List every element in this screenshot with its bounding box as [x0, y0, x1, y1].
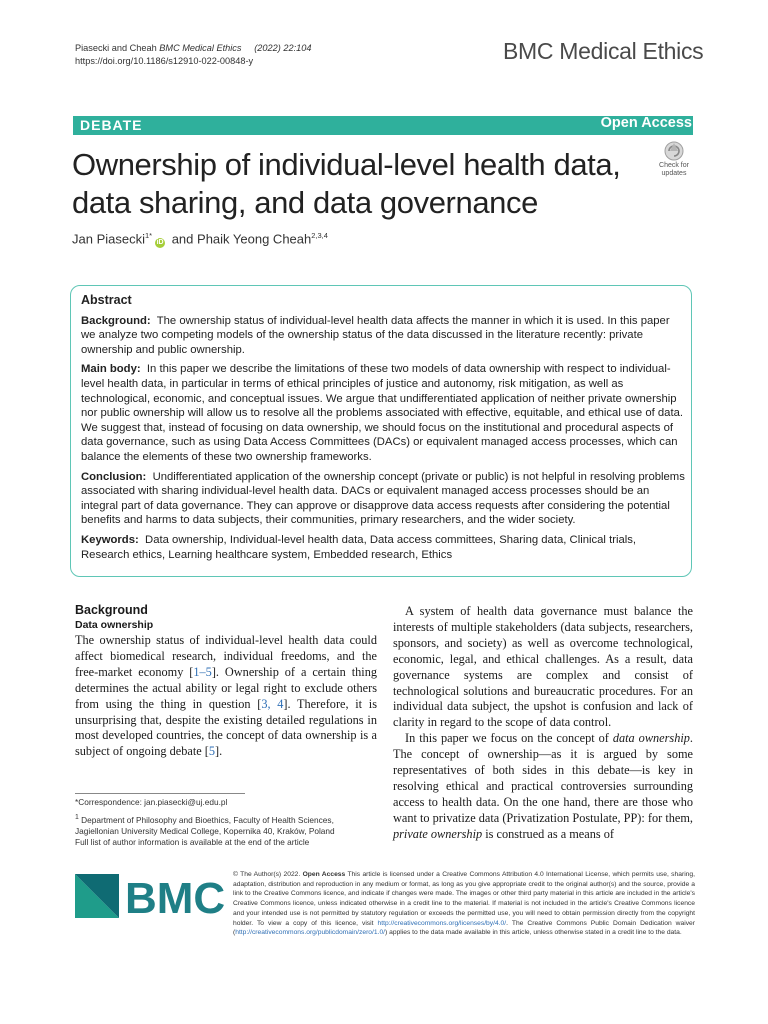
- abstract-main-text: In this paper we describe the limitations of these two models of data ownership with respect to individual-level health data, in particular in terms of ethical principles of justice and autonomy, risk mitigation, as well as technological, economic, and conceptual issues. We argue that undifferentiated application of neither private ownership nor public ownership will allow us to resolve all the problems associated with effective, equitable, and ethical use of data. We suggest that, instead of focusing on data ownership, we should focus on the institutional and procedural aspects of data governance, such as using Data Access Committees (DACs) or equivalent managed access processes, which can balance the elements of these two ownership frameworks.: [81, 363, 684, 463]
- body-paragraph: [393, 731, 693, 842]
- abstract-keywords: [81, 533, 687, 562]
- citation-link[interactable]: 1–5: [193, 664, 212, 679]
- license-copyright: © The Author(s) 2022.: [233, 871, 303, 878]
- article-type-label: DEBATE: [80, 117, 143, 133]
- author-2-affil: 2,3,4: [311, 231, 328, 240]
- author-line: [72, 231, 328, 248]
- body-text: is construed as a means of: [482, 826, 614, 841]
- body-left-column: [75, 603, 377, 760]
- license-body: This article is licensed under a Creative Commons Attribution 4.0 International License, which permits use, sharing, adaptation, distribution and reproduction in any medium or format, as long as you give appropriate credit to the original author(s) and the source, provide a link to the Creative Commons licence, and indicate if changes were made. The images or other third party material in this article are included in the article's Creative Commons licence, unless indicated otherwise in a credit line to the material. If material is not included in the article's Creative Commons licence and your intended use is not permitted by statutory regulation or exceeds the permitted use, you will need to obtain permission directly from the copyright holder. To view a copy of this licence, visit: [233, 871, 695, 927]
- license-open-access: Open Access: [302, 871, 346, 878]
- abstract-conclusion: [81, 470, 687, 528]
- license-body: ) applies to the data made available in this article, unless otherwise stated in a credit line to the data.: [385, 929, 682, 937]
- footnotes: [75, 797, 375, 852]
- affiliation-text: Department of Philosophy and Bioethics, Faculty of Health Sciences, Jagiellonian University Medical College, Kopernika 40, Kraków, Poland: [75, 814, 335, 836]
- open-access-label: Open Access: [600, 115, 692, 131]
- header-doi[interactable]: https://doi.org/10.1186/s12910-022-00848-y: [75, 56, 254, 66]
- keywords-label: Keywords:: [81, 533, 139, 546]
- section-heading: Background: [75, 603, 148, 617]
- author-and: and: [171, 231, 194, 247]
- body-right-column: [393, 604, 693, 843]
- body-text: ]. Ownership of a certain thing determines the actual ability or legal right to exclude others from using the thing in question [: [75, 664, 377, 711]
- abstract-heading: Abstract: [81, 293, 132, 307]
- abstract-main-body: [81, 362, 687, 464]
- full-author-info-note: Full list of author information is available at the end of the article: [75, 836, 310, 847]
- abstract: [81, 293, 687, 567]
- affiliation: [75, 812, 375, 848]
- article-title: Ownership of individual-level health data, data sharing, and data governance: [72, 147, 621, 220]
- citation-link[interactable]: 5: [208, 744, 216, 759]
- orcid-icon[interactable]: iD: [156, 239, 164, 247]
- body-text: ]. Therefore, it is unsurprising that, despite the existing detailed regulations in most developed countries, the concept of data ownership is a subject of ongoing debate [: [75, 696, 377, 759]
- body-paragraph: A system of health data governance must balance the interests of multiple stakeholders (data subjects, researchers, sponsors, and society) as well as overcome technological, economic, legal, and ethical challenges. As a result, data governance systems are complex and consist of technological solutions and bureaucratic procedures. For an individual data subject, the upshot is confusion and lack of clarity in regard to the scope of data control.: [393, 604, 693, 730]
- abstract-main-label: Main body:: [81, 363, 141, 376]
- author-2[interactable]: Phaik Yeong Cheah: [197, 231, 312, 247]
- logo-text: BMC: [125, 874, 226, 923]
- affiliation-number: 1: [75, 814, 79, 821]
- body-paragraph: [75, 633, 377, 760]
- body-text: In this paper we focus on the concept of: [405, 731, 613, 746]
- abstract-background-text: The ownership status of individual-level health data affects the manner in which it is used. In this paper we analyze two competing models of the ownership status of the data discussed in the literature recently: private ownership and public ownership.: [81, 314, 670, 356]
- citation-link[interactable]: 3, 4: [261, 696, 284, 711]
- abstract-background: [81, 314, 687, 358]
- author-1[interactable]: Jan Piasecki: [72, 231, 145, 247]
- body-text: The ownership status of individual-level health data could affect biomedical research, individual freedoms, and the free-market economy [: [75, 633, 377, 679]
- running-header: [75, 42, 311, 68]
- check-for-updates-label[interactable]: Check for updates: [659, 162, 689, 177]
- header-journal: BMC Medical Ethics: [159, 43, 242, 53]
- abstract-background-label: Background:: [81, 314, 151, 327]
- license-body: . The Creative Commons Public Domain Dedication waiver (: [233, 919, 696, 937]
- footnote-rule: [75, 793, 245, 794]
- abstract-conclusion-text: Undifferentiated application of the ownership concept (private or public) is not helpful in resolving problems associated with sharing individual-level health data. DACs or equivalent managed access processes should be an integral part of data governance. They can approve or disapprove data access requests after considering the potential benefits and harms to data subjects, their communities, primary researchers, and the wider society.: [81, 470, 685, 527]
- journal-name: BMC Medical Ethics: [503, 38, 704, 64]
- license-link[interactable]: http://creativecommons.org/licenses/by/4.0/: [377, 919, 507, 927]
- header-authors: Piasecki and Cheah: [75, 43, 157, 53]
- subsection-heading: Data ownership: [75, 619, 154, 631]
- abstract-conclusion-label: Conclusion:: [81, 470, 147, 483]
- author-1-affil: 1*: [144, 231, 153, 240]
- correspondence: *Correspondence: jan.piasecki@uj.edu.pl: [75, 797, 228, 807]
- bmc-logo: [75, 870, 226, 923]
- license-link[interactable]: http://creativecommons.org/publicdomain/zero/1.0/: [235, 929, 386, 937]
- keywords-text: Data ownership, Individual-level health data, Data access committees, Sharing data, Clinical trials, Research ethics, Learning healthcare system, Embedded research, Ethics: [81, 533, 637, 561]
- emphasis-text: private ownership: [393, 826, 483, 841]
- header-volume: (2022) 22:104: [254, 43, 312, 53]
- body-text: ].: [215, 744, 223, 759]
- emphasis-text: data ownership: [612, 731, 690, 746]
- body-text: . The concept of ownership—as it is argued by some representatives of both sides in this debate—is key in resolving ethical and practical controversies surrounding access to health data. On the one hand, there are those who want to privatize data (Privatization Postulate, PP): for them,: [393, 731, 693, 825]
- license-text: [233, 870, 695, 938]
